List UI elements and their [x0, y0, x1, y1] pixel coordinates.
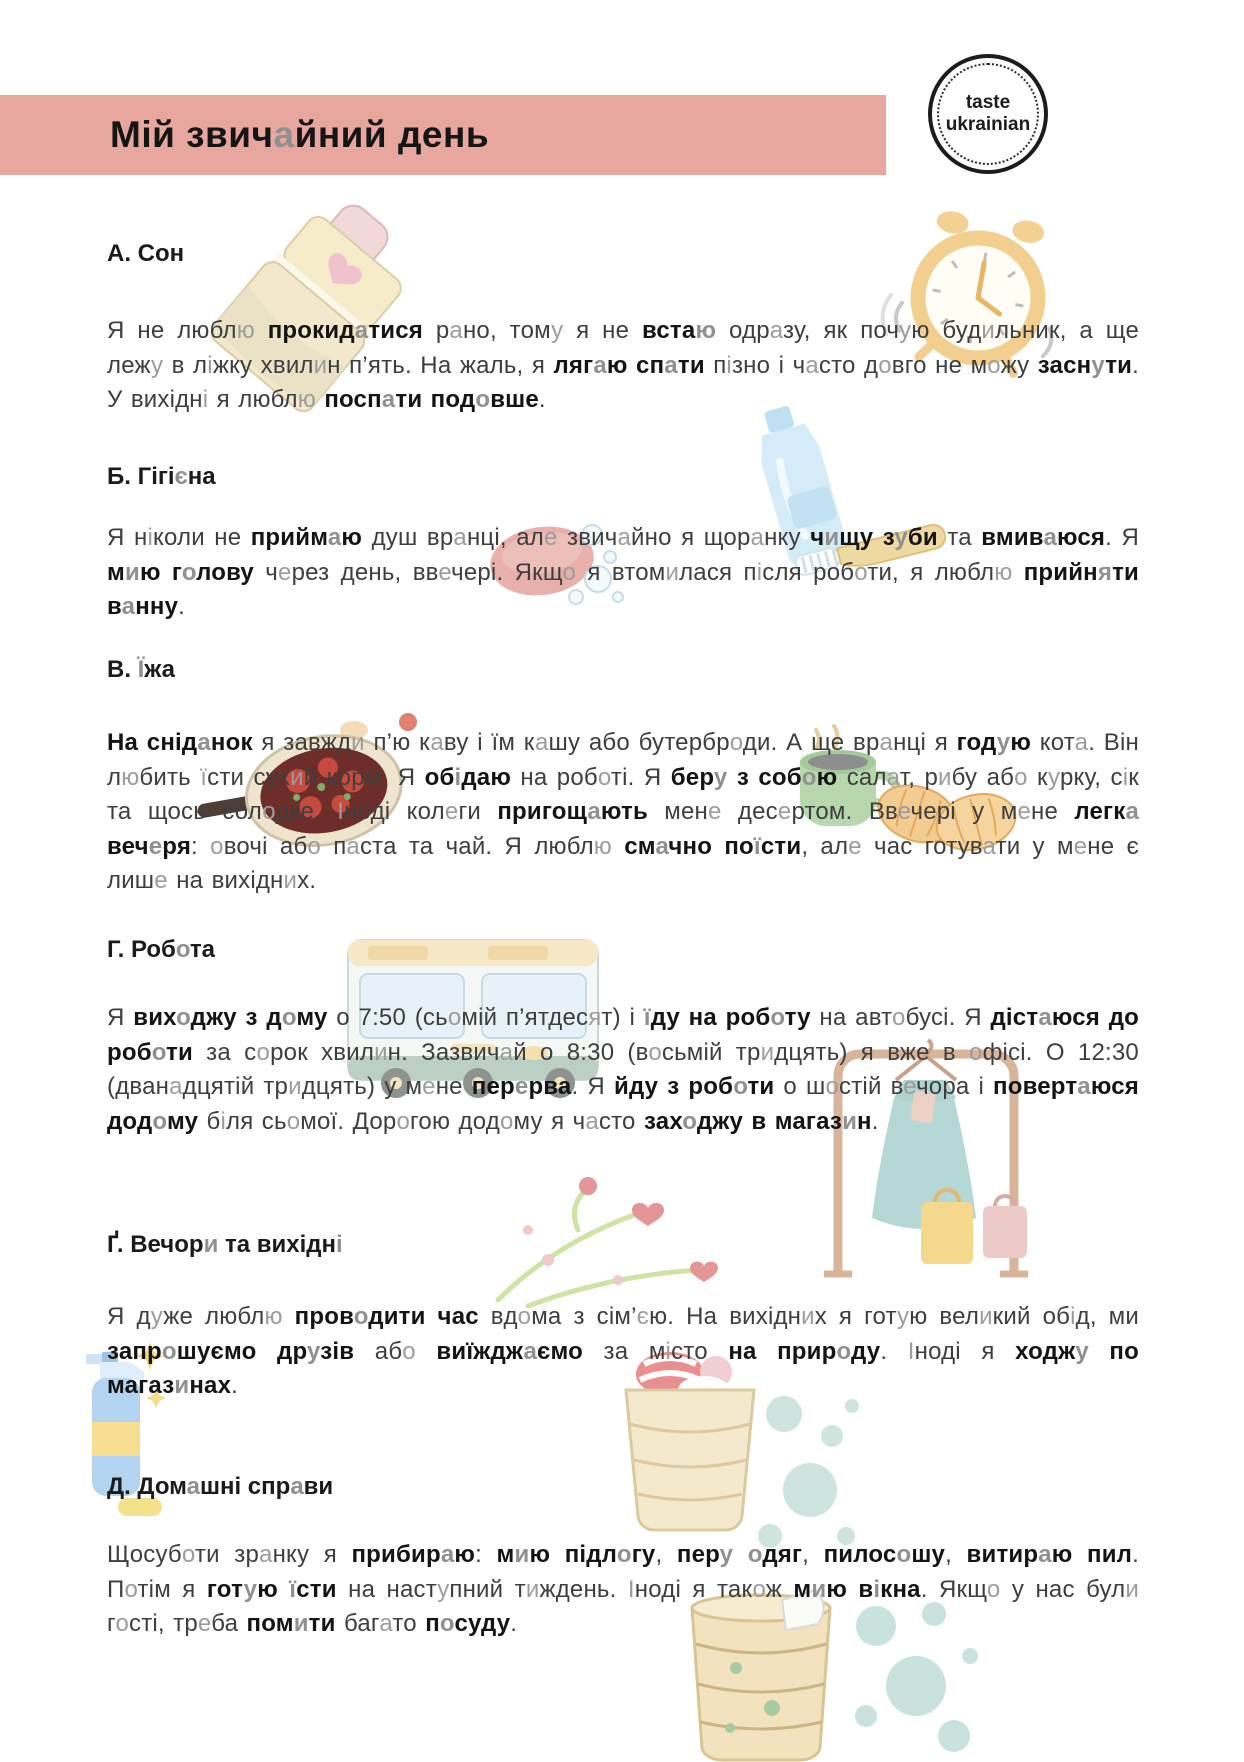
section-evenings-paragraph: Я дуже люблю проводити час вдома з сім’єю. На вихідних я готую великий обід, ми запрошуємо друзів або виїжджаємо за місто на природу. Іноді я ходжу по магазинах. [107, 1303, 1139, 1399]
section-work-paragraph: Я виходжу з дому о 7:50 (сьомій п’ятдесят) і їду на роботу на автобусі. Я дістаюся до роботи за сорок хвилин. Зазвичай о 8:30 (восьмій тридцять) я вже в офісі. О 12:30 (дванадцятій тридцять) у мене перерва. Я йду з роботи о шостій вечора і повертаюся додому біля сьомої. Дорогою додому я часто заходжу в магазин. [107, 1004, 1140, 1135]
section-work-heading: Г. Робота [107, 936, 216, 963]
section-hygiene-paragraph: Я ніколи не приймаю душ вранці, але звичайно я щоранку чищу зуби та вмиваюся. Я мию голову через день, ввечері. Якщо я втомилася після роботи, я люблю прийняти ванну. [107, 524, 1140, 620]
logo-line2: ukrainian [945, 114, 1031, 135]
logo-line1: taste [965, 92, 1011, 114]
section-food-heading: В. Їжа [107, 656, 175, 683]
section-hygiene-heading: Б. Гігієна [107, 463, 216, 490]
section-chores-paragraph: Щосуботи зранку я прибираю: мию підлогу, перу одяг, пилосошу, витираю пил. Потім я готую їсти на наступний тиждень. Іноді я також мию вікна. Якщо у нас були гості, треба помити багато посуду. [107, 1541, 1139, 1637]
page-title: Мій звич а йний день [110, 114, 490, 155]
logo-dotted-ring [937, 63, 1039, 165]
section-sleep-paragraph: Я не люблю прокидатися рано, тому я не встаю одразу, як почую будильник, а ще лежу в ліжку хвилин п’ять. На жаль, я лягаю спати пізно і часто довго не можу заснути. У вихідні я люблю поспати подовше. [107, 317, 1140, 413]
taste-ukrainian-logo [928, 54, 1048, 174]
section-chores-heading: Д. Домашні справи [107, 1473, 334, 1500]
section-food-paragraph: На сніданок я завжди п’ю каву і їм кашу або бутерброди. А ще вранці я годую кота. Він любить їсти сухий корм. Я обідаю на роботі. Я беру з собою салат, рибу або курку, сік та щось солодке. Іноді колеги пригощають мене десертом. Ввечері у мене легка вечеря: овочі або паста та чай. Я люблю смачно поїсти, але час готувати у мене є лише на вихідних. [107, 729, 1140, 894]
section-evenings-heading: Ґ. Вечори та вихідні [107, 1231, 343, 1258]
section-sleep-heading: А. Сон [107, 240, 185, 267]
